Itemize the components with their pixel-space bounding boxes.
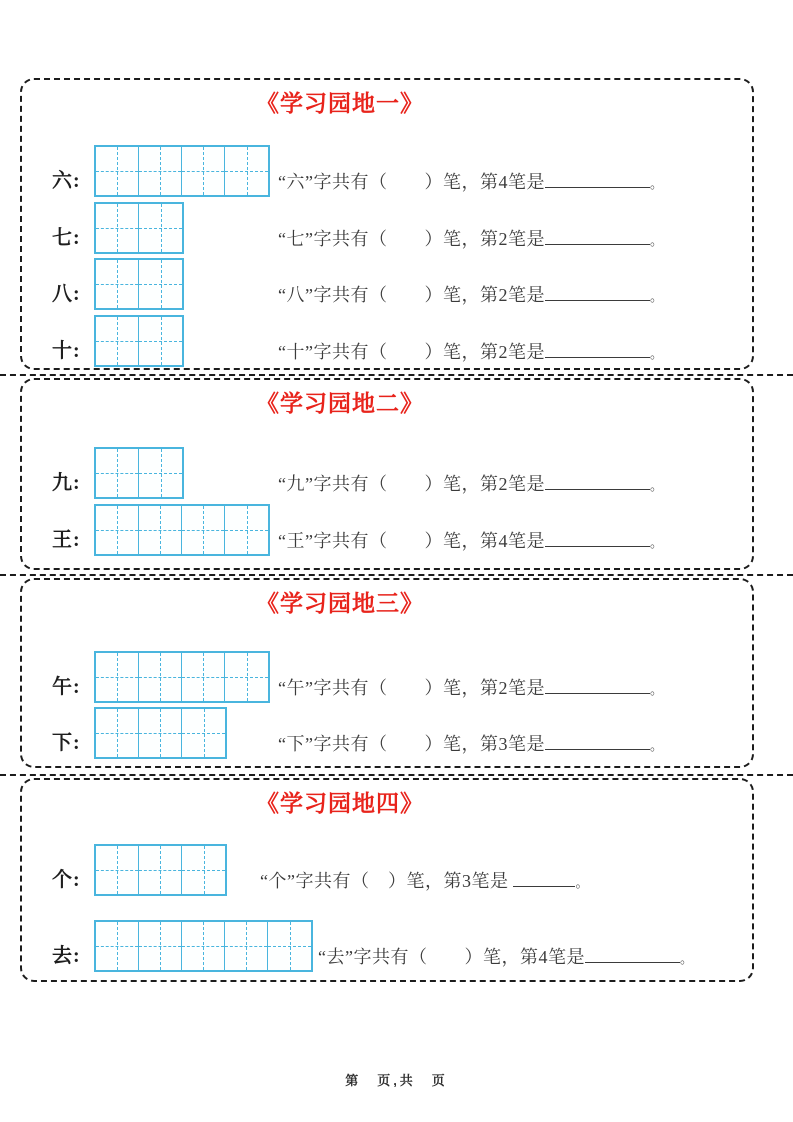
tianzige-cell[interactable]	[96, 653, 139, 701]
worksheet-section-1	[20, 78, 754, 370]
stroke-question	[278, 168, 664, 197]
answer-blank-line[interactable]	[545, 297, 650, 301]
question-period: 。	[649, 478, 664, 493]
question-period: 。	[649, 535, 664, 550]
tianzige-cell[interactable]	[139, 709, 182, 757]
character-label: 七:	[52, 227, 81, 249]
practice-row	[52, 844, 752, 896]
tianzige-cell[interactable]	[139, 449, 182, 497]
question-text: “下”字共有（ ）笔，第3笔是	[278, 734, 545, 754]
grid-wrapper	[94, 447, 278, 499]
answer-blank-line[interactable]	[545, 241, 650, 245]
practice-row	[52, 145, 752, 197]
section-divider-line	[0, 574, 793, 576]
practice-row	[52, 920, 752, 972]
tianzige-cell[interactable]	[96, 449, 139, 497]
tianzige-cell[interactable]	[139, 204, 182, 252]
tianzige-cell[interactable]	[139, 260, 182, 308]
stroke-question	[278, 527, 664, 556]
grid-wrapper	[94, 844, 260, 896]
question-text: “六”字共有（ ）笔，第4笔是	[278, 172, 545, 192]
tianzige-cell[interactable]	[96, 204, 139, 252]
character-label: 午:	[52, 676, 81, 698]
section-divider-line	[0, 374, 793, 376]
practice-row	[52, 504, 752, 556]
answer-blank-line[interactable]	[545, 690, 650, 694]
section-title: 《学习园地一》	[256, 90, 424, 116]
tianzige-cell[interactable]	[139, 506, 182, 554]
writing-practice-grid[interactable]	[94, 447, 184, 499]
section-title: 《学习园地二》	[256, 390, 424, 416]
tianzige-cell[interactable]	[139, 317, 182, 365]
tianzige-cell[interactable]	[96, 709, 139, 757]
writing-practice-grid[interactable]	[94, 202, 184, 254]
question-text: “七”字共有（ ）笔，第2笔是	[278, 229, 545, 249]
practice-row	[52, 258, 752, 310]
tianzige-cell[interactable]	[96, 147, 139, 195]
writing-practice-grid[interactable]	[94, 707, 227, 759]
page-footer: 第 页,共 页	[345, 1073, 448, 1088]
tianzige-cell[interactable]	[139, 846, 182, 894]
tianzige-cell[interactable]	[225, 147, 268, 195]
section-divider-line	[0, 774, 793, 776]
worksheet-section-2	[20, 378, 754, 570]
character-label: 去:	[52, 945, 81, 967]
grid-wrapper	[94, 315, 278, 367]
question-period: 。	[649, 233, 664, 248]
writing-practice-grid[interactable]	[94, 145, 270, 197]
grid-wrapper	[94, 920, 318, 972]
answer-blank-line[interactable]	[545, 543, 650, 547]
worksheet-section-4	[20, 778, 754, 982]
tianzige-cell[interactable]	[96, 846, 139, 894]
writing-practice-grid[interactable]	[94, 258, 184, 310]
character-label: 八:	[52, 283, 81, 305]
grid-wrapper	[94, 504, 278, 556]
stroke-question	[278, 281, 664, 310]
answer-blank-line[interactable]	[545, 184, 650, 188]
answer-blank-line[interactable]	[545, 746, 650, 750]
grid-wrapper	[94, 707, 278, 759]
tianzige-cell[interactable]	[96, 317, 139, 365]
writing-practice-grid[interactable]	[94, 844, 227, 896]
practice-row	[52, 202, 752, 254]
practice-row	[52, 651, 752, 703]
stroke-question	[278, 470, 664, 499]
answer-blank-line[interactable]	[545, 486, 650, 490]
tianzige-cell[interactable]	[182, 846, 225, 894]
character-label: 下:	[52, 732, 81, 754]
question-text: “午”字共有（ ）笔，第2笔是	[278, 678, 545, 698]
tianzige-cell[interactable]	[268, 922, 311, 970]
tianzige-cell[interactable]	[139, 653, 182, 701]
question-period: 。	[649, 289, 664, 304]
writing-practice-grid[interactable]	[94, 651, 270, 703]
character-label: 王:	[52, 529, 81, 551]
question-period: 。	[649, 682, 664, 697]
grid-wrapper	[94, 258, 278, 310]
tianzige-cell[interactable]	[96, 506, 139, 554]
practice-row	[52, 315, 752, 367]
tianzige-cell[interactable]	[225, 506, 268, 554]
stroke-question	[278, 730, 664, 759]
practice-row	[52, 447, 752, 499]
question-text: “十”字共有（ ）笔，第2笔是	[278, 342, 545, 362]
question-period: 。	[679, 951, 694, 966]
tianzige-cell[interactable]	[182, 147, 225, 195]
tianzige-cell[interactable]	[182, 653, 225, 701]
grid-wrapper	[94, 202, 278, 254]
character-label: 六:	[52, 170, 81, 192]
tianzige-cell[interactable]	[139, 922, 182, 970]
question-period: 。	[575, 875, 589, 890]
question-text: “去”字共有（ ）笔，第4笔是	[318, 947, 585, 967]
section-title: 《学习园地四》	[256, 790, 424, 816]
worksheet-section-3	[20, 578, 754, 768]
question-period: 。	[649, 176, 664, 191]
grid-wrapper	[94, 145, 278, 197]
answer-blank-line[interactable]	[585, 959, 680, 963]
character-label: 个:	[52, 869, 81, 891]
question-text: “八”字共有（ ）笔，第2笔是	[278, 285, 545, 305]
tianzige-cell[interactable]	[139, 147, 182, 195]
tianzige-cell[interactable]	[225, 922, 268, 970]
tianzige-cell[interactable]	[182, 709, 225, 757]
question-text: “九”字共有（ ）笔，第2笔是	[278, 474, 545, 494]
tianzige-cell[interactable]	[96, 260, 139, 308]
stroke-question	[260, 867, 589, 896]
grid-wrapper	[94, 651, 278, 703]
question-period: 。	[649, 738, 664, 753]
character-label: 九:	[52, 472, 81, 494]
stroke-question	[278, 674, 664, 703]
tianzige-cell[interactable]	[225, 653, 268, 701]
writing-practice-grid[interactable]	[94, 504, 270, 556]
tianzige-cell[interactable]	[96, 922, 139, 970]
character-label: 十:	[52, 340, 81, 362]
writing-practice-grid[interactable]	[94, 920, 313, 972]
section-title: 《学习园地三》	[256, 590, 424, 616]
writing-practice-grid[interactable]	[94, 315, 184, 367]
tianzige-cell[interactable]	[182, 506, 225, 554]
tianzige-cell[interactable]	[182, 922, 225, 970]
question-text: “王”字共有（ ）笔，第4笔是	[278, 531, 545, 551]
question-period: 。	[649, 346, 664, 361]
practice-row	[52, 707, 752, 759]
stroke-question	[278, 225, 664, 254]
stroke-question	[318, 943, 694, 972]
answer-blank-line[interactable]	[513, 883, 575, 887]
question-text: “个”字共有（ ）笔，第3笔是	[260, 871, 514, 891]
answer-blank-line[interactable]	[545, 354, 650, 358]
stroke-question	[278, 338, 664, 367]
